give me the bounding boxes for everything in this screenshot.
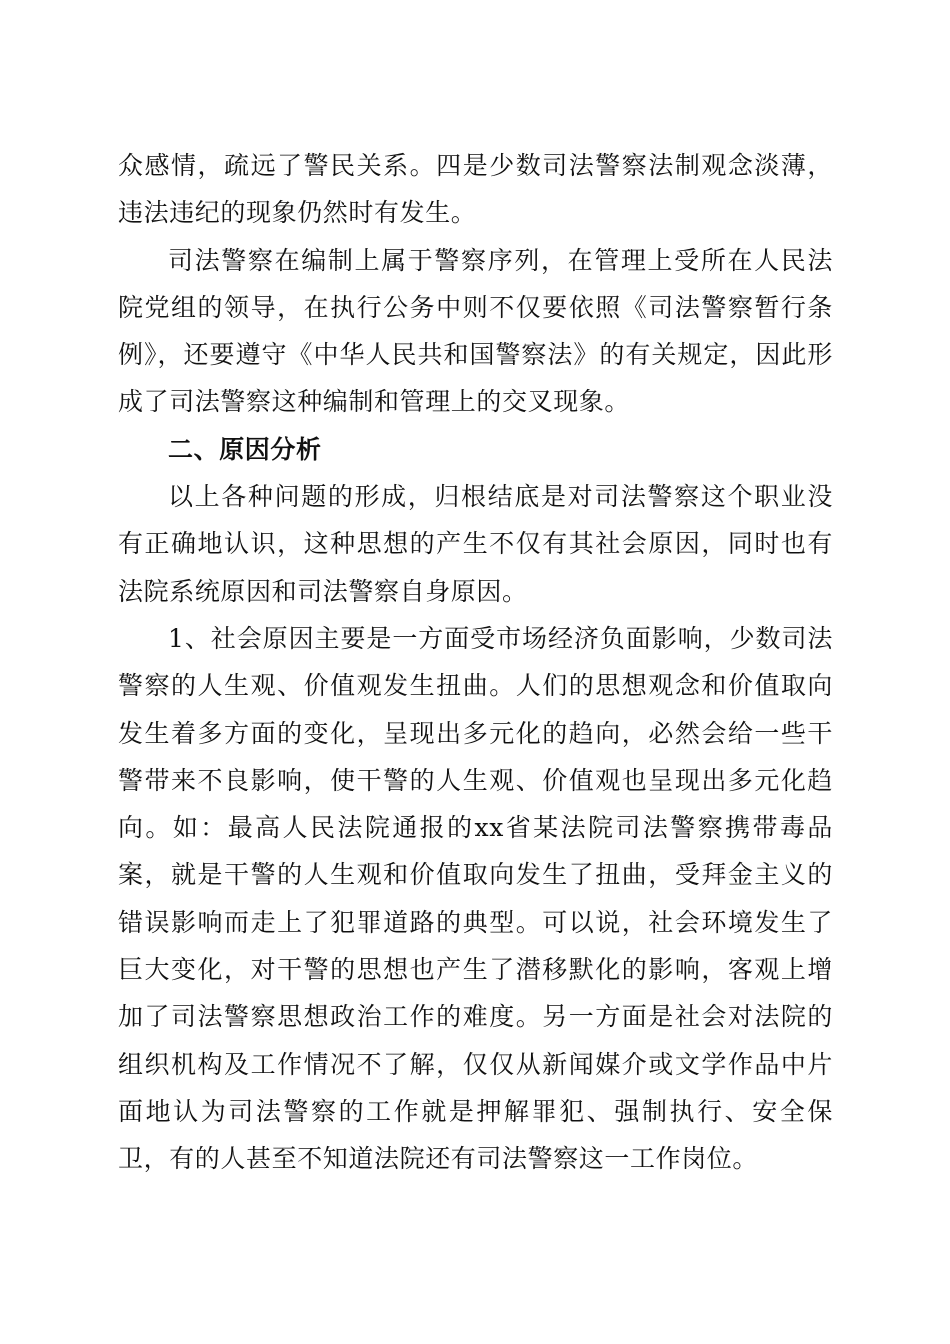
paragraph-continuation: 众感情，疏远了警民关系。四是少数司法警察法制观念淡薄，违法违纪的现象仍然时有发生。 [118, 151, 833, 228]
paragraph-cause-summary: 以上各种问题的形成，归根结底是对司法警察这个职业没有正确地认识，这种思想的产生不仅有其社会原因，同时也有法院系统原因和司法警察自身原因。 [118, 482, 833, 606]
paragraph-judicial-police-system: 司法警察在编制上属于警察序列，在管理上受所在人民法院党组的领导，在执行公务中则不仅要依照《司法警察暂行条例》，还要遵守《中华人民共和国警察法》的有关规定，因此形成了司法警察这种编制和管理上的交叉现象。 [118, 245, 833, 417]
document-body [118, 142, 833, 1183]
paragraph-social-causes: 1、社会原因主要是一方面受市场经济负面影响，少数司法警察的人生观、价值观发生扭曲。人们的思想观念和价值取向发生着多方面的变化，呈现出多元化的趋向，必然会给一些干警带来不良影响，使干警的人生观、价值观也呈现出多元化趋向。如：最高人民法院通报的xx省某法院司法警察携带毒品案，就是干警的人生观和价值取向发生了扭曲，受拜金主义的错误影响而走上了犯罪道路的典型。可以说，社会环境发生了巨大变化，对干警的思想也产生了潜移默化的影响，客观上增加了司法警察思想政治工作的难度。另一方面是社会对法院的组织机构及工作情况不了解，仅仅从新闻媒介或文学作品中片面地认为司法警察的工作就是押解罪犯、强制执行、安全保卫，有的人甚至不知道法院还有司法警察这一工作岗位。 [118, 623, 833, 1174]
section-heading-cause-analysis: 二、原因分析 [168, 434, 322, 464]
